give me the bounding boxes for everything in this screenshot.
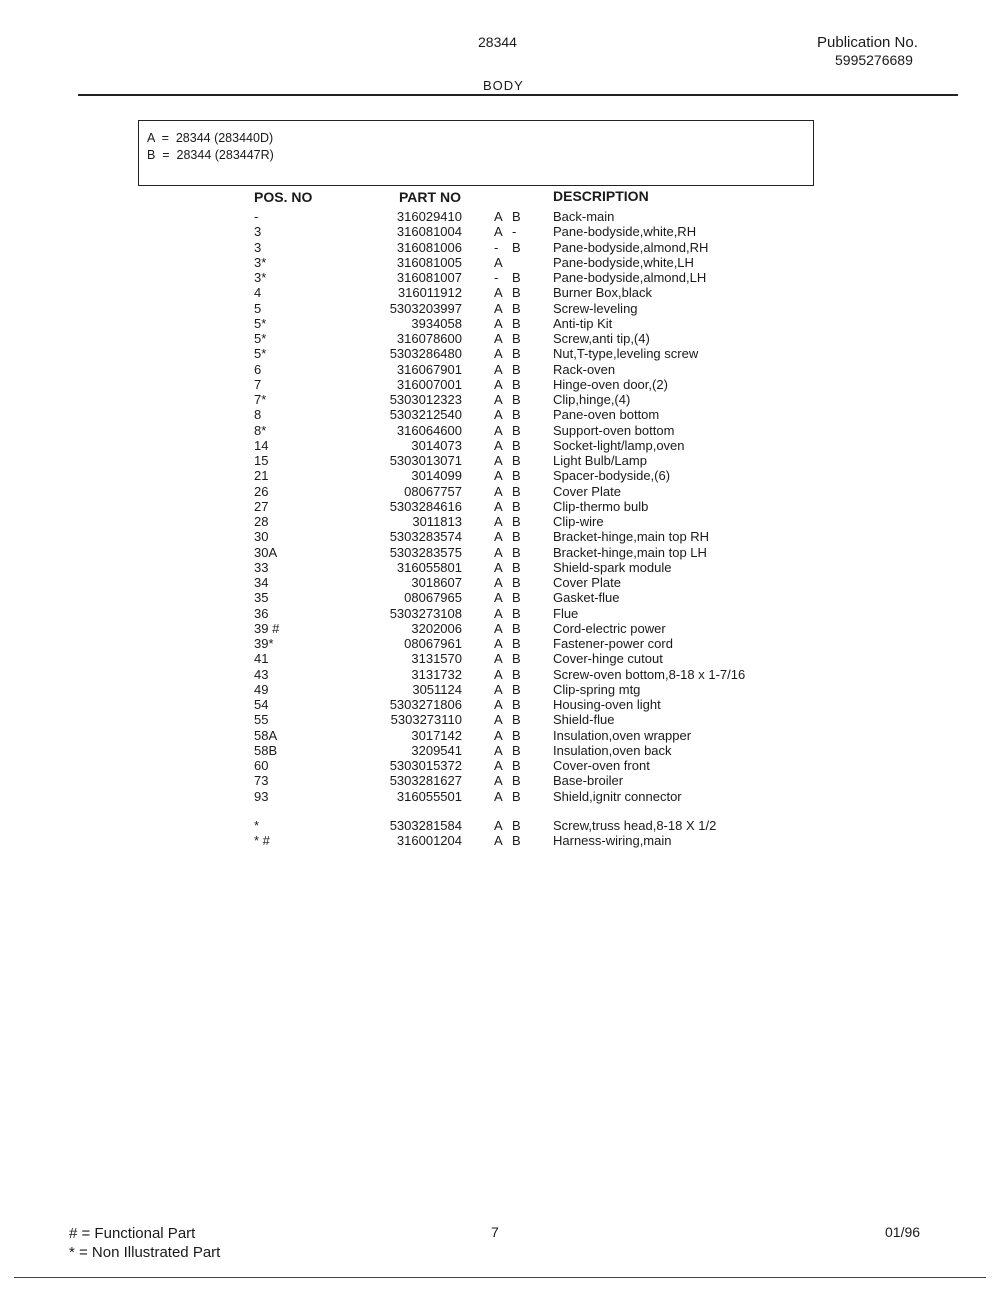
- part-number-cell: 5303212540: [389, 407, 462, 423]
- table-row: [0, 560, 1000, 575]
- pos-cell: 33: [254, 559, 269, 575]
- description-cell: Base-broiler: [553, 773, 624, 789]
- model-b-cell: B: [512, 529, 521, 545]
- table-row: [0, 362, 1000, 377]
- model-b-cell: B: [512, 300, 521, 316]
- part-number-cell: 316078600: [396, 331, 462, 346]
- pos-cell: 55: [254, 712, 269, 728]
- pos-cell: 54: [254, 697, 269, 712]
- model-a-cell: A: [494, 437, 503, 453]
- model-a-cell: A: [494, 727, 503, 743]
- description-cell: Fastener-power cord: [553, 636, 673, 651]
- table-row: [0, 651, 1000, 666]
- model-b-cell: B: [512, 209, 521, 224]
- model-a-cell: A: [494, 315, 503, 331]
- pos-cell: *: [254, 818, 260, 833]
- part-number-cell: 316001204: [396, 833, 462, 849]
- pos-cell: 7*: [254, 392, 267, 407]
- part-number-cell: 5303284616: [389, 498, 462, 514]
- pos-cell: 15: [254, 453, 269, 468]
- description-cell: Cover-hinge cutout: [553, 651, 663, 667]
- publication-label: Publication No.: [817, 34, 918, 51]
- part-number-cell: 5303281627: [389, 773, 462, 789]
- model-a-cell: A: [494, 209, 503, 224]
- pos-cell: 39*: [254, 636, 274, 651]
- table-row: [0, 590, 1000, 605]
- footer-rule: [14, 1277, 986, 1278]
- model-number: 28344: [478, 34, 517, 50]
- model-a-cell: A: [494, 818, 503, 833]
- pos-cell: 3: [254, 239, 262, 255]
- model-b-cell: B: [512, 315, 521, 331]
- model-a-cell: A: [494, 605, 503, 621]
- table-row: [0, 377, 1000, 392]
- model-b-cell: B: [512, 422, 521, 438]
- part-number-cell: 3011813: [412, 514, 462, 529]
- model-a-cell: A: [494, 453, 503, 468]
- pos-cell: 4: [254, 285, 262, 301]
- model-b-cell: B: [512, 346, 521, 362]
- model-b-cell: B: [512, 575, 521, 590]
- part-number-cell: 316029410: [396, 209, 462, 224]
- table-row: [0, 224, 1000, 239]
- model-b-cell: B: [512, 453, 521, 468]
- pos-cell: 58B: [254, 742, 278, 758]
- legend-line-a: A = 28344 (283440D): [147, 131, 274, 145]
- description-cell: Cover Plate: [553, 483, 621, 499]
- model-b-cell: B: [512, 559, 521, 575]
- description-cell: Cord-electric power: [553, 620, 666, 636]
- description-cell: Bracket-hinge,main top RH: [553, 529, 710, 545]
- part-number-cell: 3202006: [411, 620, 462, 636]
- pos-cell: 5*: [254, 315, 267, 331]
- model-b-cell: B: [512, 681, 521, 697]
- footer-date: 01/96: [885, 1224, 921, 1240]
- part-number-cell: 5303286480: [389, 346, 462, 362]
- column-header-pos: POS. NO: [254, 189, 313, 205]
- model-b-cell: B: [512, 712, 521, 728]
- column-header-description: DESCRIPTION: [553, 188, 649, 204]
- table-row: [0, 575, 1000, 590]
- part-number-cell: 5303273110: [390, 712, 462, 728]
- model-a-cell: A: [494, 285, 503, 301]
- model-b-cell: B: [512, 697, 521, 712]
- part-number-cell: 316064600: [396, 422, 462, 438]
- part-number-cell: 08067965: [404, 590, 462, 606]
- table-row: [0, 468, 1000, 483]
- table-row: [0, 392, 1000, 407]
- description-cell: Screw,truss head,8-18 X 1/2: [553, 818, 717, 833]
- model-a-cell: A: [494, 331, 503, 346]
- model-b-cell: B: [512, 788, 521, 804]
- model-b-cell: B: [512, 605, 521, 621]
- part-number-cell: 5303283575: [389, 544, 462, 560]
- description-cell: Shield,ignitr connector: [553, 788, 682, 804]
- table-row: [0, 285, 1000, 300]
- part-number-cell: 316067901: [396, 361, 462, 377]
- table-row: [0, 331, 1000, 346]
- pos-cell: 3*: [254, 254, 267, 270]
- description-cell: Pane-bodyside,white,LH: [553, 254, 694, 270]
- model-b-cell: B: [512, 392, 521, 407]
- model-b-cell: B: [512, 483, 521, 499]
- table-row: [0, 743, 1000, 758]
- table-row: [0, 301, 1000, 316]
- description-cell: Pane-bodyside,white,RH: [553, 224, 697, 240]
- model-b-cell: B: [512, 727, 521, 743]
- model-a-cell: A: [494, 254, 503, 270]
- table-row: [0, 667, 1000, 682]
- description-cell: Cover Plate: [553, 575, 621, 590]
- model-a-cell: A: [494, 498, 503, 514]
- model-b-cell: B: [512, 376, 521, 392]
- table-row: [0, 499, 1000, 514]
- model-b-cell: B: [512, 833, 521, 849]
- part-number-cell: 5303013071: [389, 453, 462, 468]
- model-a-cell: A: [494, 346, 503, 362]
- part-number-cell: 3018607: [411, 575, 462, 590]
- model-a-cell: A: [494, 636, 503, 651]
- description-cell: Clip-spring mtg: [553, 681, 641, 697]
- table-row: [0, 209, 1000, 224]
- description-cell: Hinge-oven door,(2): [553, 376, 668, 392]
- model-a-cell: A: [494, 773, 503, 789]
- pos-cell: 6: [254, 361, 262, 377]
- model-b-cell: B: [512, 666, 521, 682]
- part-number-cell: 316007001: [396, 376, 462, 392]
- page-number: 7: [491, 1224, 499, 1240]
- model-b-cell: B: [512, 544, 521, 560]
- model-b-cell: B: [512, 620, 521, 636]
- part-number-cell: 316081005: [396, 254, 462, 270]
- pos-cell: 21: [254, 468, 269, 484]
- model-a-cell: A: [494, 559, 503, 575]
- model-a-cell: A: [494, 376, 503, 392]
- pos-cell: 60: [254, 758, 269, 773]
- part-number-cell: 5303283574: [389, 529, 462, 545]
- part-number-cell: 316055801: [396, 559, 462, 575]
- pos-cell: 28: [254, 514, 269, 529]
- model-a-cell: A: [494, 392, 503, 407]
- model-legend-box: [138, 120, 814, 186]
- table-row: [0, 316, 1000, 331]
- description-cell: Pane-bodyside,almond,LH: [553, 270, 707, 285]
- pos-cell: 14: [254, 437, 269, 453]
- table-row: [0, 514, 1000, 529]
- description-cell: Shield-spark module: [553, 559, 672, 575]
- model-b-cell: B: [512, 590, 521, 606]
- model-a-cell: A: [494, 483, 503, 499]
- pos-cell: 5: [254, 300, 262, 316]
- model-b-cell: B: [512, 498, 521, 514]
- description-cell: Insulation,oven wrapper: [553, 727, 692, 743]
- part-number-cell: 5303273108: [389, 605, 462, 621]
- part-number-cell: 3017142: [411, 727, 462, 743]
- pos-cell: 34: [254, 575, 269, 590]
- part-number-cell: 08067961: [404, 636, 462, 651]
- pos-cell: 39 #: [254, 620, 280, 636]
- legend-non-illustrated-part: * = Non Illustrated Part: [69, 1244, 221, 1261]
- pos-cell: 5*: [254, 331, 267, 346]
- part-number-cell: 5303203997: [389, 300, 462, 316]
- model-a-cell: A: [494, 712, 503, 728]
- model-a-cell: A: [494, 788, 503, 804]
- pos-cell: * #: [254, 833, 270, 849]
- description-cell: Shield-flue: [553, 712, 615, 728]
- model-a-cell: A: [494, 742, 503, 758]
- table-row: [0, 621, 1000, 636]
- model-a-cell: A: [494, 681, 503, 697]
- part-number-cell: 3131732: [411, 666, 462, 682]
- description-cell: Pane-oven bottom: [553, 407, 660, 423]
- model-b-cell: B: [512, 361, 521, 377]
- pos-cell: 27: [254, 498, 269, 514]
- description-cell: Screw-leveling: [553, 300, 638, 316]
- part-number-cell: 5303271806: [389, 697, 462, 712]
- model-b-cell: B: [512, 239, 521, 255]
- pos-cell: 26: [254, 483, 269, 499]
- description-cell: Spacer-bodyside,(6): [553, 468, 671, 484]
- pos-cell: 43: [254, 666, 269, 682]
- model-b-cell: B: [512, 818, 521, 833]
- description-cell: Screw,anti tip,(4): [553, 331, 650, 346]
- model-b-cell: -: [512, 224, 517, 240]
- pos-cell: 30A: [254, 544, 278, 560]
- description-cell: Back-main: [553, 209, 615, 224]
- description-cell: Socket-light/lamp,oven: [553, 437, 685, 453]
- model-a-cell: A: [494, 590, 503, 606]
- model-b-cell: B: [512, 270, 521, 285]
- part-number-cell: 316081004: [396, 224, 462, 240]
- description-cell: Screw-oven bottom,8-18 x 1-7/16: [553, 666, 746, 682]
- description-cell: Flue: [553, 605, 579, 621]
- pos-cell: 5*: [254, 346, 267, 362]
- model-a-cell: A: [494, 468, 503, 484]
- table-row: [0, 697, 1000, 712]
- pos-cell: 73: [254, 773, 269, 789]
- pos-cell: -: [254, 209, 259, 224]
- part-number-cell: 08067757: [404, 483, 462, 499]
- table-row: [0, 545, 1000, 560]
- pos-cell: 41: [254, 651, 269, 667]
- model-a-cell: A: [494, 666, 503, 682]
- model-b-cell: B: [512, 651, 521, 667]
- description-cell: Rack-oven: [553, 361, 616, 377]
- description-cell: Burner Box,black: [553, 285, 652, 301]
- part-number-cell: 3051124: [412, 681, 462, 697]
- parts-list: [0, 209, 1000, 804]
- part-number-cell: 3934058: [411, 315, 462, 331]
- pos-cell: 36: [254, 605, 269, 621]
- column-header-part: PART NO: [399, 189, 461, 205]
- part-number-cell: 316081006: [396, 239, 462, 255]
- model-b-cell: B: [512, 437, 521, 453]
- section-title: BODY: [483, 78, 524, 93]
- model-a-cell: A: [494, 361, 503, 377]
- pos-cell: 3*: [254, 270, 267, 285]
- part-number-cell: 5303015372: [389, 758, 462, 773]
- pos-cell: 49: [254, 681, 269, 697]
- table-row: [0, 423, 1000, 438]
- model-a-cell: A: [494, 224, 503, 240]
- model-a-cell: A: [494, 407, 503, 423]
- legend-line-b: B = 28344 (283447R): [147, 148, 274, 162]
- table-row: [0, 438, 1000, 453]
- pos-cell: 8: [254, 407, 262, 423]
- part-number-cell: 5303281584: [389, 818, 462, 833]
- table-row: [0, 346, 1000, 361]
- table-row: [0, 407, 1000, 422]
- description-cell: Clip-thermo bulb: [553, 498, 649, 514]
- header-rule: [78, 94, 958, 96]
- description-cell: Gasket-flue: [553, 590, 620, 606]
- part-number-cell: 5303012323: [389, 392, 462, 407]
- description-cell: Anti-tip Kit: [553, 315, 613, 331]
- pos-cell: 7: [254, 376, 262, 392]
- description-cell: Harness-wiring,main: [553, 833, 672, 849]
- description-cell: Housing-oven light: [553, 697, 661, 712]
- table-row: [0, 636, 1000, 651]
- model-a-cell: A: [494, 514, 503, 529]
- description-cell: Light Bulb/Lamp: [553, 453, 647, 468]
- table-row: [0, 728, 1000, 743]
- table-row: [0, 484, 1000, 499]
- model-a-cell: -: [494, 239, 499, 255]
- model-a-cell: -: [494, 270, 499, 285]
- description-cell: Insulation,oven back: [553, 742, 672, 758]
- model-b-cell: B: [512, 742, 521, 758]
- description-cell: Clip,hinge,(4): [553, 392, 631, 407]
- description-cell: Bracket-hinge,main top LH: [553, 544, 707, 560]
- model-b-cell: B: [512, 468, 521, 484]
- description-cell: Support-oven bottom: [553, 422, 675, 438]
- pos-cell: 35: [254, 590, 269, 606]
- part-number-cell: 3209541: [411, 742, 462, 758]
- table-row: [0, 818, 1000, 833]
- table-row: [0, 758, 1000, 773]
- table-row: [0, 712, 1000, 727]
- table-row: [0, 606, 1000, 621]
- model-a-cell: A: [494, 575, 503, 590]
- model-b-cell: B: [512, 514, 521, 529]
- model-a-cell: A: [494, 833, 503, 849]
- pos-cell: 8*: [254, 422, 267, 438]
- pos-cell: 3: [254, 224, 262, 240]
- table-row: [0, 833, 1000, 848]
- model-a-cell: A: [494, 758, 503, 773]
- table-row: [0, 255, 1000, 270]
- table-row: [0, 270, 1000, 285]
- pos-cell: 93: [254, 788, 269, 804]
- table-row: [0, 240, 1000, 255]
- model-b-cell: B: [512, 407, 521, 423]
- model-a-cell: A: [494, 620, 503, 636]
- model-a-cell: A: [494, 422, 503, 438]
- model-a-cell: A: [494, 529, 503, 545]
- part-number-cell: 3014073: [411, 437, 462, 453]
- description-cell: Pane-bodyside,almond,RH: [553, 239, 709, 255]
- model-b-cell: B: [512, 636, 521, 651]
- table-row: [0, 789, 1000, 804]
- model-b-cell: B: [512, 331, 521, 346]
- model-b-cell: B: [512, 773, 521, 789]
- model-a-cell: A: [494, 697, 503, 712]
- part-number-cell: 3131570: [411, 651, 462, 667]
- description-cell: Nut,T-type,leveling screw: [553, 346, 699, 362]
- part-number-cell: 3014099: [411, 468, 462, 484]
- pos-cell: 58A: [254, 727, 278, 743]
- table-row: [0, 682, 1000, 697]
- pos-cell: 30: [254, 529, 269, 545]
- model-a-cell: A: [494, 544, 503, 560]
- model-b-cell: B: [512, 758, 521, 773]
- part-number-cell: 316011912: [397, 285, 462, 301]
- table-row: [0, 773, 1000, 788]
- publication-number: 5995276689: [835, 52, 913, 68]
- non-illustrated-parts-list: [0, 818, 1000, 849]
- legend-functional-part: # = Functional Part: [69, 1225, 196, 1242]
- part-number-cell: 316055501: [396, 788, 462, 804]
- model-a-cell: A: [494, 651, 503, 667]
- model-b-cell: B: [512, 285, 521, 301]
- description-cell: Clip-wire: [553, 514, 604, 529]
- description-cell: Cover-oven front: [553, 758, 650, 773]
- model-a-cell: A: [494, 300, 503, 316]
- part-number-cell: 316081007: [396, 270, 462, 285]
- table-row: [0, 529, 1000, 544]
- table-row: [0, 453, 1000, 468]
